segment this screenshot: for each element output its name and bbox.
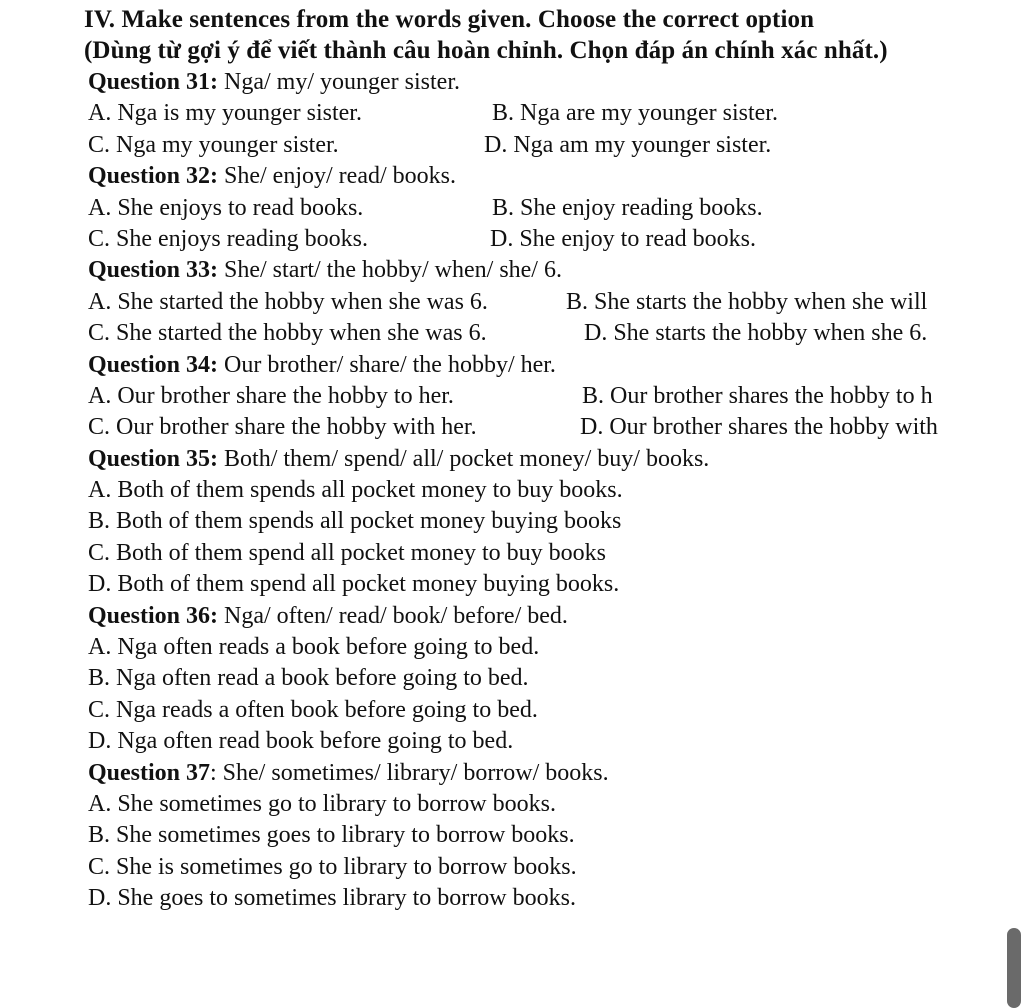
- question-label: Question 32:: [88, 163, 219, 190]
- option-c[interactable]: C. She enjoys reading books.: [88, 225, 368, 252]
- question-37: [88, 758, 1024, 789]
- question-label: Question 34:: [88, 351, 219, 378]
- option-b[interactable]: B. Nga are my younger sister.: [492, 100, 778, 127]
- question-prompt: Nga/ my/ younger sister.: [218, 69, 460, 95]
- option-a[interactable]: A. Our brother share the hobby to her.: [88, 382, 454, 409]
- option-c[interactable]: C. Both of them spend all pocket money to buy books: [88, 539, 606, 566]
- question-prompt: Our brother/ share/ the hobby/ her.: [218, 351, 556, 378]
- option-d[interactable]: D. She enjoy to read books.: [490, 225, 756, 252]
- section-subtitle: (Dùng từ gợi ý để viết thành câu hoàn chỉnh. Chọn đáp án chính xác nhất.): [84, 37, 888, 64]
- question-label: Question 37: [88, 759, 211, 786]
- option-a[interactable]: A. Nga often reads a book before going to bed.: [88, 634, 540, 661]
- question-prompt: : She/ sometimes/ library/ borrow/ books.: [210, 759, 609, 786]
- question-32: [88, 161, 1024, 192]
- option-b[interactable]: B. Nga often read a book before going to bed.: [88, 665, 529, 692]
- question-34: [88, 350, 1024, 381]
- option-a[interactable]: A. Nga is my younger sister.: [88, 100, 362, 127]
- exercise-document: [84, 4, 1024, 915]
- options-row: [88, 224, 1024, 255]
- option-d[interactable]: D. Nga often read book before going to bed.: [88, 728, 514, 755]
- question-label: Question 31:: [88, 69, 219, 95]
- option-c[interactable]: C. She is sometimes go to library to borrow books.: [88, 853, 577, 880]
- option-b[interactable]: B. She enjoy reading books.: [492, 194, 763, 221]
- option-d[interactable]: D. Nga am my younger sister.: [484, 131, 772, 158]
- option-a[interactable]: A. She started the hobby when she was 6.: [88, 288, 488, 315]
- options-row: [88, 98, 1024, 129]
- question-33: [88, 255, 1024, 286]
- question-label: Question 33:: [88, 257, 219, 284]
- options-row: [88, 130, 1024, 161]
- option-d[interactable]: D. Our brother shares the hobby with: [580, 414, 938, 441]
- option-d[interactable]: D. She goes to sometimes library to borrow books.: [88, 885, 576, 912]
- options-row: [88, 287, 1024, 318]
- option-d[interactable]: D. Both of them spend all pocket money buying books.: [88, 571, 620, 598]
- section-title: IV. Make sentences from the words given. Choose the correct option: [84, 6, 815, 33]
- option-b[interactable]: B. She starts the hobby when she will: [566, 288, 928, 315]
- option-b[interactable]: B. Our brother shares the hobby to h: [582, 382, 933, 409]
- question-36: [88, 601, 1024, 632]
- option-c[interactable]: C. Our brother share the hobby with her.: [88, 414, 477, 441]
- option-d[interactable]: D. She starts the hobby when she 6.: [584, 320, 928, 347]
- question-prompt: She/ enjoy/ read/ books.: [218, 163, 456, 190]
- option-b[interactable]: B. She sometimes goes to library to borrow books.: [88, 822, 575, 849]
- option-c[interactable]: C. Nga reads a often book before going to bed.: [88, 696, 538, 723]
- question-prompt: She/ start/ the hobby/ when/ she/ 6.: [218, 257, 562, 284]
- question-prompt: Both/ them/ spend/ all/ pocket money/ buy/ books.: [218, 445, 710, 472]
- option-c[interactable]: C. She started the hobby when she was 6.: [88, 320, 487, 347]
- option-a[interactable]: A. She enjoys to read books.: [88, 194, 364, 221]
- question-label: Question 35:: [88, 445, 219, 472]
- option-a[interactable]: A. Both of them spends all pocket money to buy books.: [88, 477, 623, 504]
- option-c[interactable]: C. Nga my younger sister.: [88, 131, 339, 158]
- options-row: [88, 193, 1024, 224]
- question-prompt: Nga/ often/ read/ book/ before/ bed.: [218, 602, 568, 629]
- vertical-scrollbar-thumb[interactable]: [1007, 928, 1021, 1008]
- question-label: Question 36:: [88, 602, 219, 629]
- question-31: [88, 67, 1024, 98]
- options-row: [88, 412, 1024, 443]
- option-a[interactable]: A. She sometimes go to library to borrow books.: [88, 790, 556, 817]
- question-35: [88, 444, 1024, 475]
- options-row: [88, 381, 1024, 412]
- options-row: [88, 318, 1024, 349]
- option-b[interactable]: B. Both of them spends all pocket money buying books: [88, 508, 622, 535]
